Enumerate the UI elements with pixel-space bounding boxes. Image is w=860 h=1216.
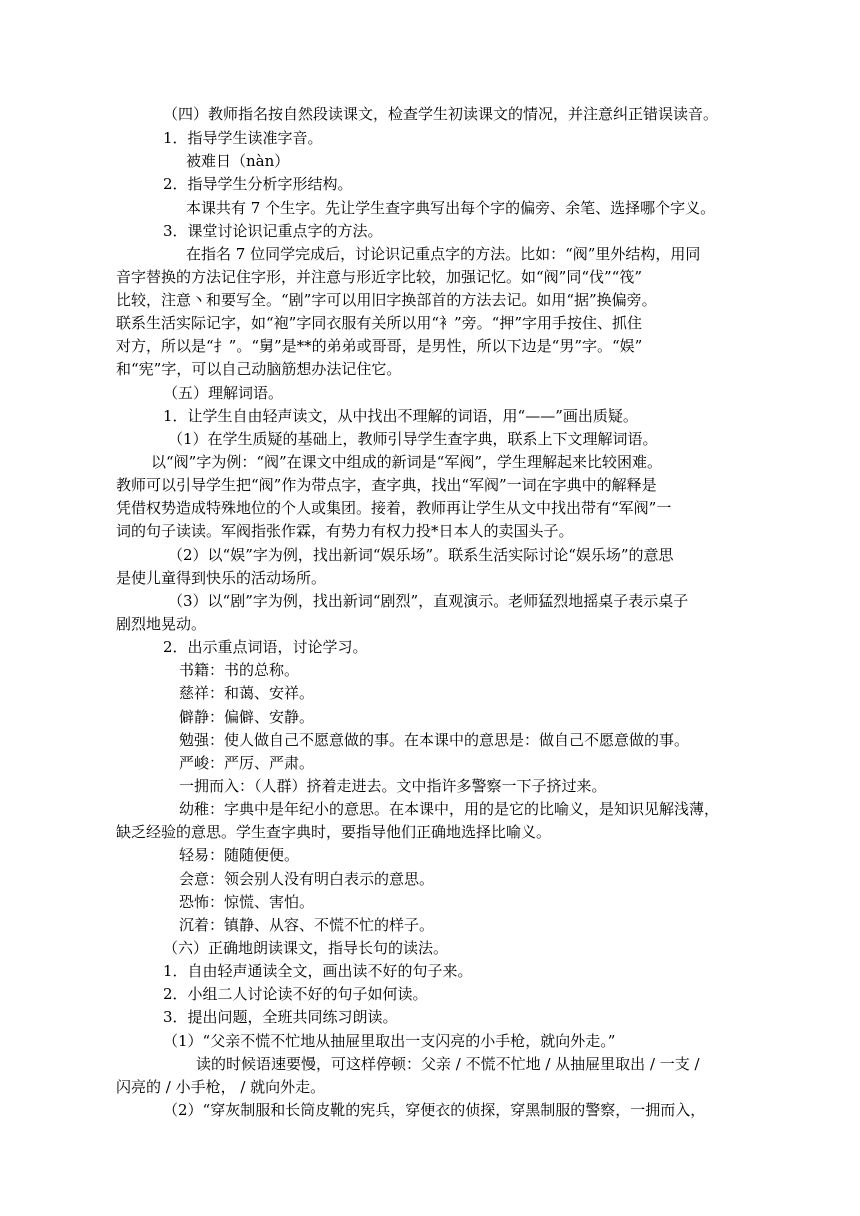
- paragraph-line: 教师可以引导学生把“阀”作为带点字，查字典，找出“军阀”一词在字典中的解释是: [116, 476, 657, 494]
- definition-line: 一拥而入：（人群）挤着走进去。文中指许多警察一下子挤过来。: [179, 777, 607, 795]
- definition-line: 慈祥：和蔼、安祥。: [179, 684, 315, 702]
- paragraph-line: 是使儿童得到快乐的活动场所。: [116, 569, 327, 587]
- sub-item: （1）在学生质疑的基础上，教师引导学生查字典，联系上下文理解词语。: [168, 430, 658, 448]
- list-item: 3．提出问题，全班共同练习朗读。: [163, 1008, 398, 1026]
- definition-line: 严峻：严厉、严肃。: [179, 754, 315, 772]
- paragraph-line: 比较，注意丶和要写全。“剧”字可以用旧字换部首的方法去记。如用“据”换偏旁。: [116, 291, 657, 309]
- list-item: 3．课堂讨论识记重点字的方法。: [163, 222, 383, 240]
- list-item: 2．出示重点词语，讨论学习。: [163, 638, 368, 656]
- list-item: 1．自由轻声通读全文，画出读不好的句子来。: [163, 962, 473, 980]
- text-line: 被难日（nàn）: [186, 152, 290, 170]
- paragraph-line: 凭借权势造成特殊地位的个人或集团。接着，教师再让学生从文中找出带有“军阀”一: [116, 499, 672, 517]
- definition-line: 书籍：书的总称。: [179, 661, 300, 679]
- section-heading-5: （五）理解词语。: [163, 384, 284, 402]
- paragraph-line: 以“阀”字为例：“阀”在课文中组成的新词是“军阀”，学生理解起来比较困难。: [151, 453, 663, 471]
- definition-line: 勉强：使人做自己不愿意做的事。在本课中的意思是：做自己不愿意做的事。: [179, 731, 690, 749]
- list-item: 1．指导学生读准字音。: [163, 129, 323, 147]
- definition-line: 轻易：随随便便。: [179, 846, 300, 864]
- paragraph-line: 和“宪”字，可以自己动脑筋想办法记住它。: [116, 360, 402, 378]
- paragraph-line: 读的时候语速要慢，可这样停顿：父亲 / 不慌不忙地 / 从抽屉里取出 / 一支 /: [196, 1055, 700, 1073]
- definition-line: 沉着：镇静、从容、不慌不忙的样子。: [179, 916, 435, 934]
- text-line: 本课共有 7 个生字。先让学生查字典写出每个字的偏旁、余笔、选择哪个字义。: [186, 199, 716, 217]
- paragraph-line: 词的句子读读。军阀指张作霖，有势力有权力投*日本人的卖国头子。: [116, 522, 574, 540]
- paragraph-line: 对方，所以是“扌”。“舅”是**的弟弟或哥哥，是男性，所以下边是“男”字。“娱”: [116, 337, 643, 355]
- section-heading-4: （四）教师指名按自然段读课文，检查学生初读课文的情况，并注意纠正错误读音。: [163, 105, 719, 123]
- paragraph-line: 音字替换的方法记住字形，并注意与形近字比较，加强记忆。如“阀”同“伐”“筏”: [116, 268, 643, 286]
- list-item: 1．让学生自由轻声读文，从中找出不理解的词语，用“——”画出质疑。: [163, 407, 638, 425]
- sub-item: （3）以“剧”字为例，找出新词“剧烈”，直观演示。老师猛烈地摇桌子表示桌子: [168, 592, 689, 610]
- sub-item: （2）“穿灰制服和长筒皮靴的宪兵，穿便衣的侦探，穿黑制服的警察，一拥而入，: [163, 1101, 706, 1119]
- list-item: 2．小组二人讨论读不好的句子如何读。: [163, 985, 428, 1003]
- definition-line: 会意：领会别人没有明白表示的意思。: [179, 870, 435, 888]
- list-item: 2．指导学生分析字形结构。: [163, 175, 353, 193]
- definition-line: 幼稚：字典中是年纪小的意思。在本课中，用的是它的比喻义，是知识见解浅薄，: [179, 800, 720, 818]
- sub-item: （2）以“娱”字为例，找出新词“娱乐场”。联系生活实际讨论“娱乐场”的意思: [168, 546, 674, 564]
- definition-line: 恐怖：惊慌、害怕。: [179, 893, 315, 911]
- section-heading-6: （六）正确地朗读课文，指导长句的读法。: [163, 939, 449, 957]
- paragraph-line: 缺乏经验的意思。学生查字典时，要指导他们正确地选择比喻义。: [116, 823, 552, 841]
- paragraph-line: 闪亮的 / 小手枪， / 就向外走。: [116, 1078, 326, 1096]
- paragraph-line: 剧烈地晃动。: [116, 615, 207, 633]
- definition-line: 僻静：偏僻、安静。: [179, 708, 315, 726]
- paragraph-line: 联系生活实际记字，如“袍”字同衣服有关所以用“衤”旁。“押”字用手按住、抓住: [116, 314, 643, 332]
- paragraph-line: 在指名 7 位同学完成后，讨论识记重点字的方法。比如：“阀”里外结构，用同: [186, 245, 701, 263]
- sub-item: （1）“父亲不慌不忙地从抽屉里取出一支闪亮的小手枪，就向外走。”: [163, 1032, 616, 1050]
